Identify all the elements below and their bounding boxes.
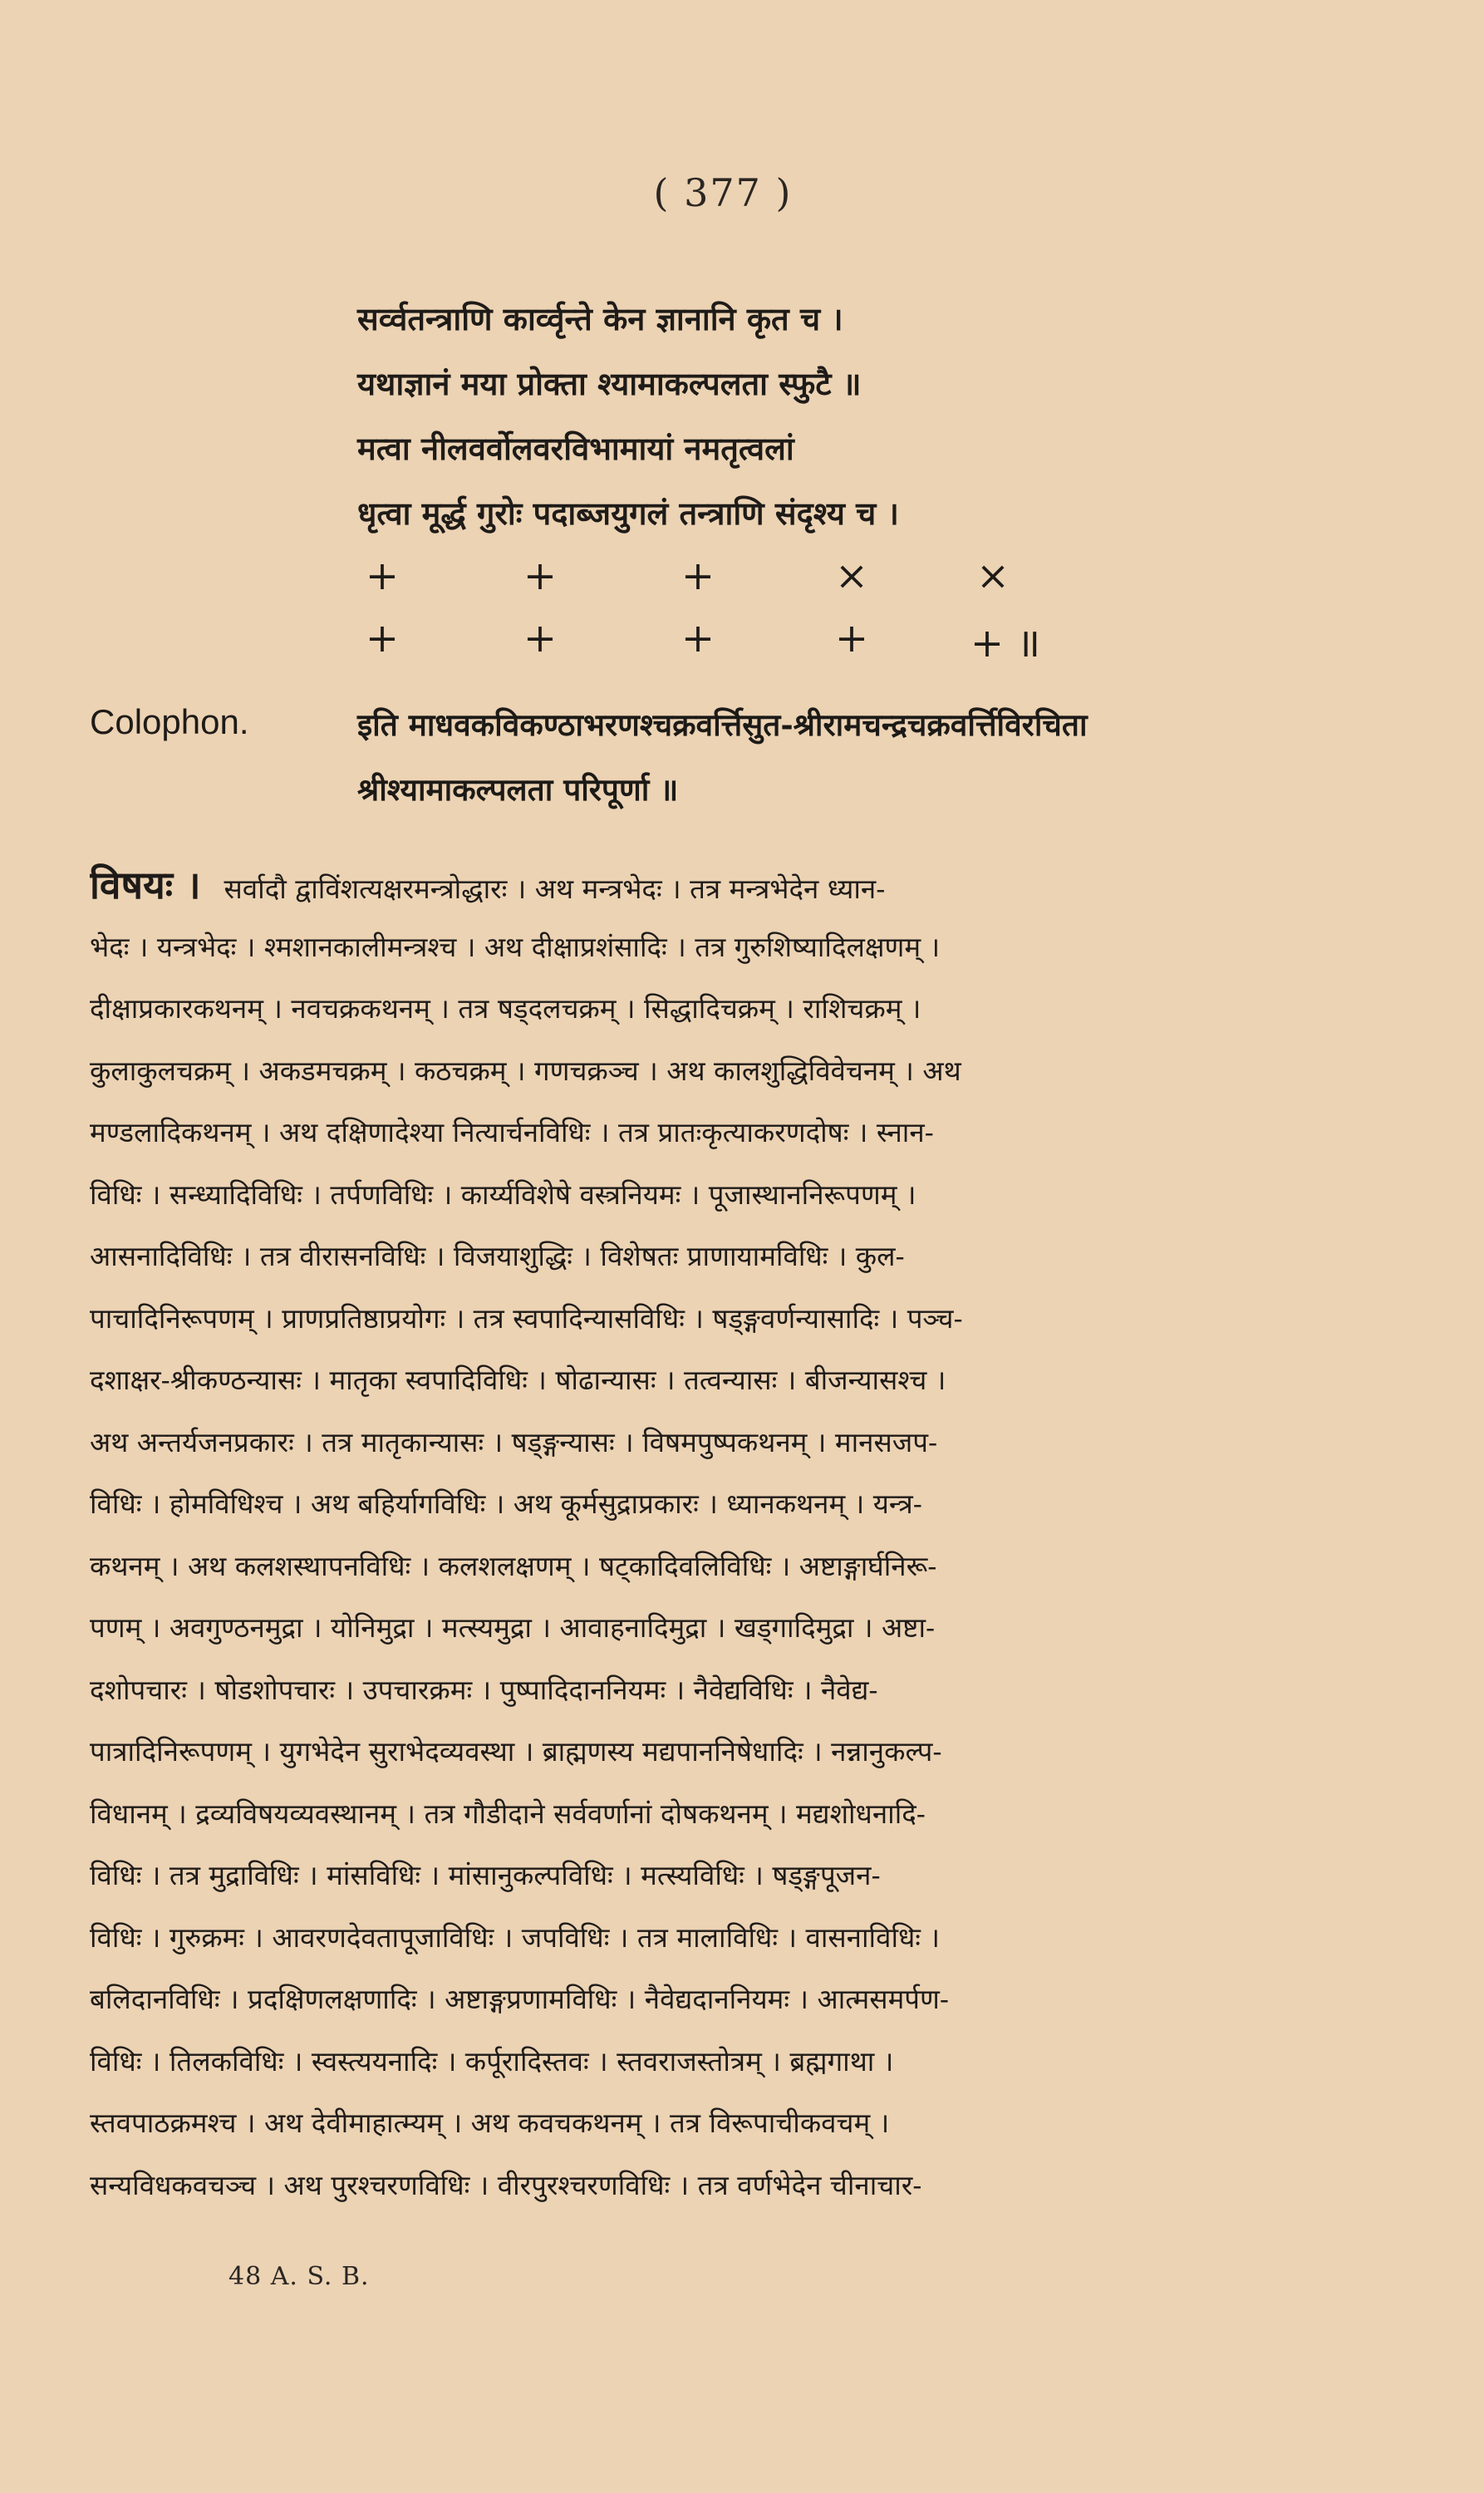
- contents-line: विधिः । होमविधिश्च । अथ बहिर्यागविधिः । अथ कूर्मसुद्राप्रकारः । ध्यानकथनम् । यन्त्र-: [90, 1487, 922, 1520]
- plus-mark-end: + ॥: [970, 620, 1041, 666]
- contents-line: बलिदानविधिः । प्रदक्षिणलक्षणादिः । अष्टाङ्गप्रणामविधिः । नैवेद्यदाननियमः । आत्मसमर्पण-: [90, 1983, 950, 2015]
- plus-mark: +: [523, 615, 558, 661]
- plus-mark: +: [365, 615, 400, 661]
- verse-line: यथाज्ञानं मया प्रोक्ता श्यामाकल्पलता स्फुटै ॥: [357, 365, 862, 402]
- verse-line: सर्व्वतन्त्राणि कार्व्वृन्ते केन ज्ञानानि कृत च ।: [357, 300, 843, 337]
- contents-line: विधिः । तिलकविधिः । स्वस्त्ययनादिः । कर्पूरादिस्तवः । स्तवराजस्तोत्रम् । ब्रह्मगाथा ।: [90, 2044, 894, 2078]
- colophon-line: श्रीश्यामाकल्पलता परिपूर्णा ॥: [357, 771, 679, 808]
- contents-line: मण्डलादिकथनम् । अथ दक्षिणादेश्या नित्यार्चनविधिः । तत्र प्रातःकृत्याकरणदोषः । स्नान-: [90, 1116, 934, 1148]
- contents-line: विधिः । सन्ध्यादिविधिः । तर्पणविधिः । कार्य्यविशेषे वस्त्रनियमः । पूजास्थाननिरूपणम् ।: [90, 1178, 916, 1211]
- plus-mark: +: [834, 615, 869, 661]
- colophon-line: इति माधवकविकण्ठाभरणश्चक्रवर्त्तिसुत-श्रीरामचन्द्रचक्रवर्त्तिविरचिता: [357, 706, 1088, 743]
- plus-mark: +: [523, 553, 558, 599]
- contents-line-text: सर्वादौ द्वाविंशत्यक्षरमन्त्रोद्धारः । अथ मन्त्रभेदः । तत्र मन्त्रभेदेन ध्यान-: [224, 873, 886, 905]
- contents-line: आसनादिविधिः । तत्र वीरासनविधिः । विजयाशुद्धिः । विशेषतः प्राणायामविधिः । कुल-: [90, 1240, 905, 1272]
- contents-line: विधिः । तत्र मुद्राविधिः । मांसविधिः । मांसानुकल्पविधिः । मत्स्यविधिः । षड्ङ्गपूजन-: [90, 1859, 881, 1891]
- colophon-label: Colophon.: [90, 702, 249, 741]
- contents-line: विधिः । गुरुक्रमः । आवरणदेवतापूजाविधिः । जपविधिः । तत्र मालाविधिः । वासनाविधिः ।: [90, 1920, 940, 1954]
- plus-mark: +: [681, 553, 715, 599]
- plus-mark: +: [365, 553, 400, 599]
- page-number: ( 377 ): [653, 170, 793, 215]
- contents-line: पात्रादिनिरूपणम् । युगभेदेन सुराभेदव्यवस्था । ब्राह्मणस्य मद्यपाननिषेधादिः । नन्नानुकल्प-: [90, 1735, 942, 1768]
- contents-line: दशोपचारः । षोडशोपचारः । उपचारक्रमः । पुष्पादिदाननियमः । नैवेद्यविधिः । नैवेद्य-: [90, 1673, 878, 1706]
- contents-heading: विषयः ।: [90, 863, 201, 907]
- verse-line: मत्वा नीलवर्वोलवरविभामायां नमतृत्वलां: [357, 430, 794, 467]
- verse-line: धृत्वा मूर्द्ध गुरोः पदाब्जयुगलं तन्त्राणि संदृश्य च ।: [357, 494, 899, 532]
- contents-line: [90, 854, 1336, 917]
- closing-verse: [357, 287, 1188, 546]
- contents-line: कथनम् । अथ कलशस्थापनविधिः । कलशलक्षणम् । षट्कादिवलिविधिः । अष्टाङ्गार्घनिरू-: [90, 1549, 937, 1582]
- cross-mark: ×: [834, 553, 869, 599]
- contents-line: अथ अन्तर्यजनप्रकारः । तत्र मातृकान्यासः । षड्ङ्गन्यासः । विषमपुष्पकथनम् । मानसजप-: [90, 1425, 938, 1458]
- contents-line: पणम् । अवगुण्ठनमुद्रा । योनिमुद्रा । मत्स्यमुद्रा । आवाहनादिमुद्रा । खड्गादिमुद्रा । अष्टा-: [90, 1611, 936, 1644]
- contents-line: दीक्षाप्रकारकथनम् । नवचक्रकथनम् । तत्र षड्दलचक्रम् । सिद्धादिचक्रम् । राशिचक्रम् ।: [90, 992, 921, 1025]
- contents-line: पाचादिनिरूपणम् । प्राणप्रतिष्ठाप्रयोगः । तत्र स्वपादिन्यासविधिः । षड्ङ्गवर्णन्यासादिः । पञ्च-: [90, 1301, 963, 1335]
- contents-line: भेदः । यन्त्रभेदः । श्मशानकालीमन्त्रश्च । अथ दीक्षाप्रशंसादिः । तत्र गुरुशिष्यादिलक्षणम् ।: [90, 930, 941, 963]
- plus-mark: +: [681, 615, 715, 661]
- footer-signature: 48 A. S. B.: [228, 2262, 370, 2291]
- contents-line: कुलाकुलचक्रम् । अकडमचक्रम् । कठचक्रम् । गणचक्रञ्च । अथ कालशुद्धिविवेचनम् । अथ: [90, 1054, 961, 1087]
- cross-mark: ×: [975, 553, 1010, 599]
- contents-line: सन्यविधकवचञ्च । अथ पुरश्चरणविधिः । वीरपुरश्चरणविधिः । तत्र वर्णभेदेन चीनाचार-: [90, 2168, 922, 2201]
- colophon-text: [357, 700, 1354, 829]
- contents-line: दशाक्षर-श्रीकण्ठन्यासः । मातृका स्वपादिविधिः । षोढान्यासः । तत्वन्यासः । बीजन्यासश्च ।: [90, 1364, 946, 1396]
- contents-line: विधानम् । द्रव्यविषयव्यवस्थानम् । तत्र गौडीदाने सर्ववर्णानां दोषकथनम् । मद्यशोधनादि-: [90, 1797, 926, 1830]
- contents-line: स्तवपाठक्रमश्च । अथ देवीमाहात्म्यम् । अथ कवचकथनम् । तत्र विरूपाचीकवचम् ।: [90, 2107, 890, 2139]
- contents-section: [90, 854, 1336, 2216]
